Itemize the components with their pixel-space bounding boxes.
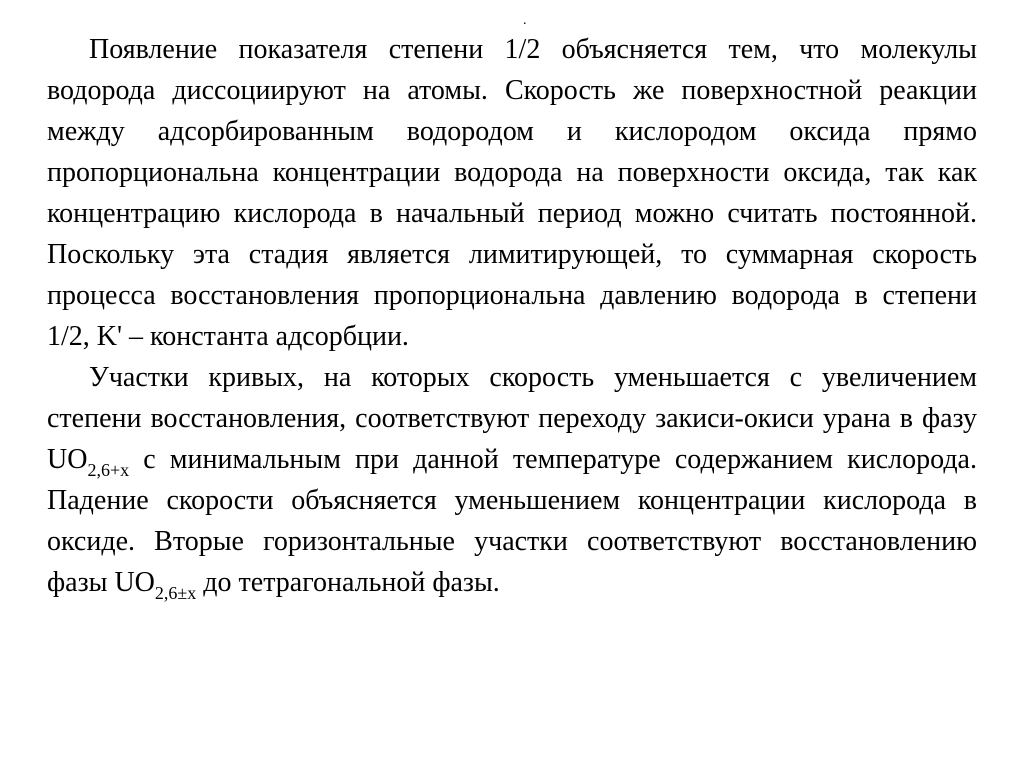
paragraph-1-text: Появление показателя степени 1/2 объясняется тем, что молекулы водорода диссоциируют на атомы. Скорость же поверхностной реакции между адсорбированным водородом и кислородом оксида прямо пропорциональна концентрации водорода на поверхности оксида, так как концентрацию кислорода в начальный период можно считать постоянной. Поскольку эта стадия является лимитирующей, то суммарная скорость процесса восстановления пропорциональна давлению водорода в степени 1/2, K' – константа адсорбции. xyxy=(47,34,977,352)
uo-subscript-2: 2,6±x xyxy=(154,583,197,603)
paragraph-2-text-part-1: Участки кривых, на которых скорость уменьшается с увеличением степени восстановления, соответствуют переходу закиси-окиси урана в фазу UO xyxy=(47,362,977,475)
paragraph-2 xyxy=(47,357,977,603)
paragraph-2-text-part-2: с минимальным при данной температуре содержанием кислорода. Падение скорости объясняется уменьшением концентрации кислорода в оксиде. Вторые горизонтальные участки соответствуют восстановлению фазы UO xyxy=(47,444,977,598)
uo-subscript-1: 2,6+x xyxy=(87,460,130,480)
top-dot-mark: . xyxy=(523,13,527,28)
paragraph-2-text-part-3: до тетрагональной фазы. xyxy=(196,567,500,598)
paragraph-1 xyxy=(47,29,977,357)
document-body xyxy=(47,29,977,603)
